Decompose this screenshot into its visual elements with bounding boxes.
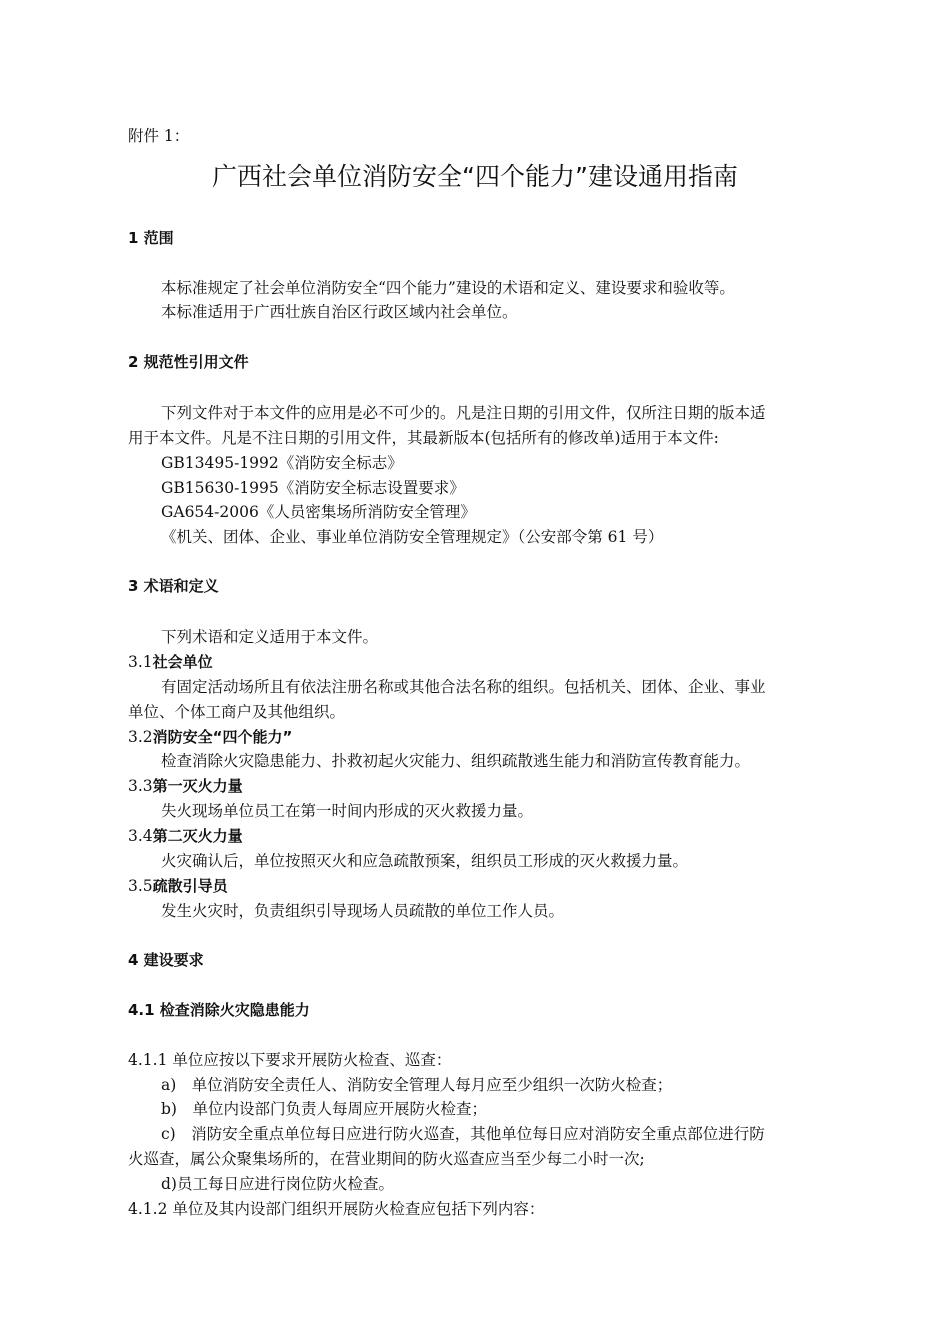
term-definition: 有固定活动场所且有依法注册名称或其他合法名称的组织。包括机关、团体、企业、事业 (161, 678, 766, 696)
term-definition: 检查消除火灾隐患能力、扑救初起火灾能力、组织疏散逃生能力和消防宣传教育能力。 (161, 752, 751, 770)
clause-4-1-1: 4.1.1 单位应按以下要求开展防火检查、巡查： (128, 1051, 452, 1069)
term-heading-3-1 (128, 652, 213, 672)
term-definition: 失火现场单位员工在第一时间内形成的灭火救援力量。 (161, 802, 534, 820)
reference-item: 《机关、团体、企业、事业单位消防安全管理规定》（公安部令第 61 号） (161, 528, 664, 546)
section-4-heading: 4 建设要求 (128, 951, 204, 969)
list-item-a: a) 单位消防安全责任人、消防安全管理人每月应至少组织一次防火检查； (161, 1076, 673, 1094)
term-definition-cont: 单位、个体工商户及其他组织。 (128, 703, 346, 721)
s2-paragraph-line-1: 下列文件对于本文件的应用是必不可少的。凡是注日期的引用文件，仅所注日期的版本适 (161, 404, 766, 422)
term-number: 3.5 (128, 877, 153, 895)
term-number: 3.2 (128, 728, 153, 746)
term-name: 第一灭火力量 (152, 777, 243, 795)
list-item-c: c) 消防安全重点单位每日应进行防火巡查，其他单位每日应对消防安全重点部位进行防 (161, 1125, 765, 1143)
s1-paragraph-1: 本标准规定了社会单位消防安全“四个能力”建设的术语和定义、建设要求和验收等。 (161, 279, 735, 297)
clause-4-1-2: 4.1.2 单位及其内设部门组织开展防火检查应包括下列内容： (128, 1200, 545, 1218)
reference-item: GB13495-1992《消防安全标志》 (161, 454, 403, 472)
list-item-d: d)员工每日应进行岗位防火检查。 (161, 1175, 394, 1193)
term-name: 消防安全“四个能力” (152, 728, 293, 746)
term-heading-3-3 (128, 776, 243, 796)
subsection-4-1-heading: 4.1 检查消除火灾隐患能力 (128, 1001, 310, 1019)
term-number: 3.4 (128, 827, 153, 845)
list-item-c-cont: 火巡查，属公众聚集场所的，在营业期间的防火巡查应当至少每二小时一次; (128, 1150, 645, 1168)
section-2-heading: 2 规范性引用文件 (128, 353, 249, 371)
term-number: 3.1 (128, 653, 153, 671)
term-name: 第二灭火力量 (152, 827, 243, 845)
term-definition: 火灾确认后，单位按照灭火和应急疏散预案，组织员工形成的灭火救援力量。 (161, 852, 689, 870)
list-item-b: b) 单位内设部门负责人每周应开展防火检查； (161, 1100, 487, 1118)
s1-paragraph-2: 本标准适用于广西壮族自治区行政区域内社会单位。 (161, 303, 518, 321)
term-definition: 发生火灾时，负责组织引导现场人员疏散的单位工作人员。 (161, 902, 565, 920)
reference-item: GA654-2006《人员密集场所消防安全管理》 (161, 503, 476, 521)
s3-intro: 下列术语和定义适用于本文件。 (161, 628, 379, 646)
term-number: 3.3 (128, 777, 153, 795)
attachment-label: 附件 1： (128, 127, 190, 145)
document-title: 广西社会单位消防安全“四个能力”建设通用指南 (212, 162, 738, 191)
section-1-heading: 1 范围 (128, 229, 174, 247)
section-3-heading: 3 术语和定义 (128, 577, 219, 595)
term-heading-3-4 (128, 826, 243, 846)
s2-paragraph-line-2: 用于本文件。凡是不注日期的引用文件，其最新版本(包括所有的修改单)适用于本文件: (128, 429, 719, 447)
term-name: 社会单位 (152, 653, 213, 671)
term-heading-3-2 (128, 727, 292, 747)
reference-item: GB15630-1995《消防安全标志设置要求》 (161, 479, 465, 497)
term-name: 疏散引导员 (152, 877, 228, 895)
term-heading-3-5 (128, 876, 228, 896)
